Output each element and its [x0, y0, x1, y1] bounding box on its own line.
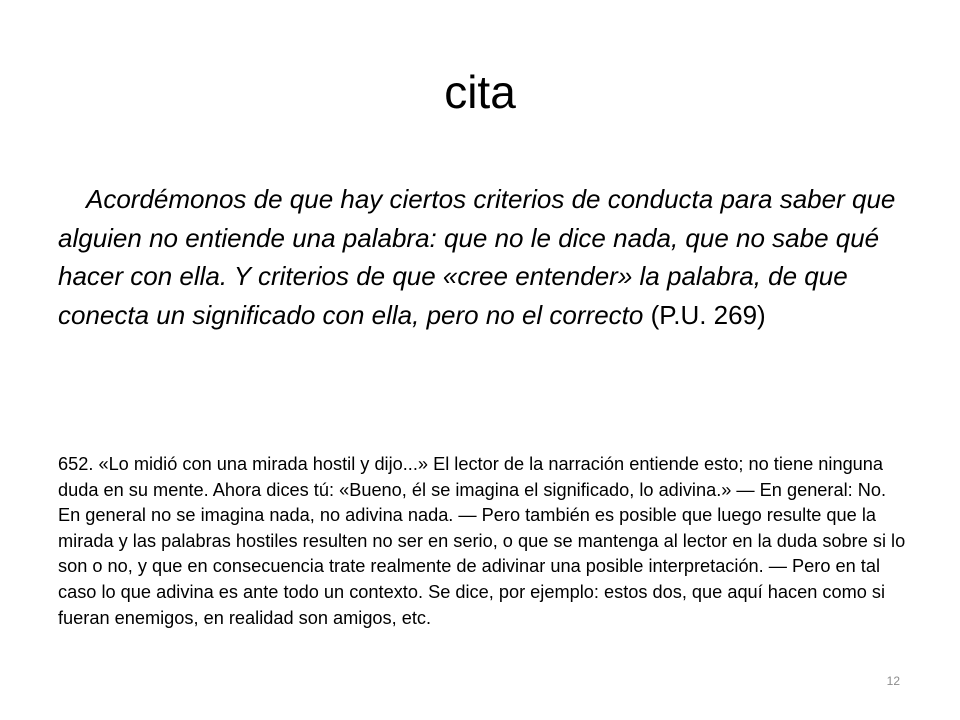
quote-paragraph	[58, 180, 908, 334]
slide-title: cita	[444, 66, 516, 118]
quote-italic-text: Acordémonos de que hay ciertos criterios de conducta para saber que alguien no entiende una palabra: que no le dice nada, que no sabe qué hacer con ella. Y criterios de que «cree entender» la palabra, de que conecta un significado con ella, pero no el correcto	[58, 184, 896, 330]
body-paragraph: 652. «Lo midió con una mirada hostil y dijo...» El lector de la narración entiende esto; no tiene ninguna duda en su mente. Ahora dices tú: «Bueno, él se imagina el significado, lo adivina.» — En general: No. En general no se imagina nada, no adivina nada. — Pero también es posible que luego resulte que la mirada y las palabras hostiles resulten no ser en serio, o que se mantenga al lector en la duda sobre si lo son o no, y que en consecuencia trate realmente de adivinar una posible interpretación. — Pero en tal caso lo que adivina es ante todo un contexto. Se dice, por ejemplo: estos dos, que aquí hacen como si fueran enemigos, en realidad son amigos, etc.	[58, 454, 906, 628]
slide-page-number: 12	[886, 674, 900, 688]
quote-citation: (P.U. 269)	[643, 299, 766, 330]
